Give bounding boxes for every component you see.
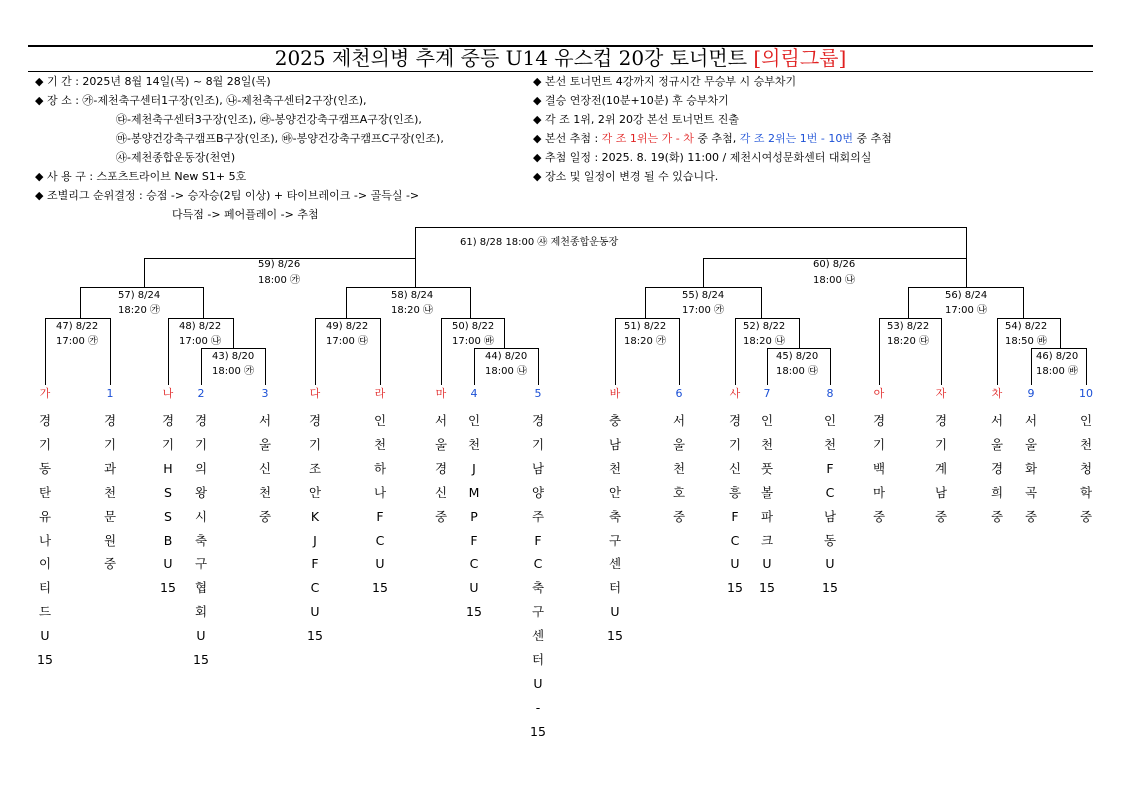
team-name-char: 천 — [608, 460, 622, 476]
team-name-char: 축 — [194, 532, 208, 548]
team-name-char: 하 — [373, 460, 387, 476]
slot-label: 마 — [435, 387, 447, 400]
match-55-date: 55) 8/24 — [682, 290, 725, 301]
match-55-time: 17:00 ㉮ — [682, 305, 724, 316]
team-name-char: 천 — [258, 484, 272, 500]
match-49-time: 17:00 ㉰ — [326, 336, 368, 347]
team-name-char: 의 — [194, 460, 208, 476]
team-name-char: 서 — [258, 413, 272, 428]
team-name-char: 경 — [434, 460, 448, 476]
team-name-char: 15 — [822, 580, 838, 596]
team-name-char: F — [534, 532, 542, 548]
info-ranking: ◆ 조별리그 순위결정 : 승점 -> 승자승(2팀 이상) + 타이브레이크 -> 골득실 -> — [35, 189, 420, 202]
slot-label: 4 — [470, 387, 478, 400]
team-name-char: K — [310, 508, 320, 524]
match-44-date: 44) 8/20 — [485, 351, 528, 362]
match-53-date: 53) 8/22 — [887, 321, 930, 332]
team-name-char: 기 — [38, 436, 52, 452]
match-46-time: 18:00 ㉳ — [1036, 366, 1078, 377]
team-name-char: 중 — [672, 508, 686, 524]
team-name-char: 천 — [467, 436, 481, 452]
team-name-char: S — [164, 484, 172, 500]
slot-label: 바 — [609, 387, 621, 400]
slot-label: 라 — [374, 387, 386, 400]
team-name-char: 천 — [672, 460, 686, 476]
team-name-char: U — [533, 675, 543, 691]
team-name-char: 15 — [160, 580, 176, 596]
slot-label: 가 — [39, 387, 51, 400]
team-name-char: H — [163, 460, 173, 476]
team-name-char: 센 — [608, 556, 622, 572]
page-title: 2025 제천의병 추계 중등 U14 유스컵 20강 토너먼트 [의림그룹] — [274, 46, 847, 70]
info-period: ◆ 기 간 : 2025년 8월 14일(목) ~ 8월 28일(목) — [35, 75, 271, 88]
info-draw-schedule: ◆ 추첨 일정 : 2025. 8. 19(화) 11:00 / 제천시여성문화센터 대회의실 — [533, 151, 872, 164]
team-name-char: P — [470, 508, 478, 524]
team-name-char: 백 — [872, 460, 886, 476]
team-name-char: F — [826, 460, 834, 476]
team-name-char: 울 — [990, 436, 1004, 452]
team-name-char: C — [825, 484, 835, 500]
slot-label: 8 — [826, 387, 834, 400]
team-name — [664, 409, 694, 529]
team-name — [982, 409, 1012, 529]
info-venue-4: ㉴-제천종합운동장(천연) — [116, 151, 236, 164]
team-name-char: 경 — [728, 413, 742, 428]
team-name-char: U — [310, 604, 320, 620]
team-name-char: 15 — [607, 628, 623, 644]
team-name-char: 곡 — [1024, 484, 1038, 500]
info-venue: ◆ 장 소 : ㉮-제천축구센터1구장(인조), ㉯-제천축구센터2구장(인조), — [35, 94, 367, 107]
team-name-char: 서 — [1024, 413, 1038, 428]
team-name-char: 천 — [760, 436, 774, 452]
team-name-char: 계 — [934, 460, 948, 476]
team-name-char: 경 — [934, 413, 948, 428]
match-58-date: 58) 8/24 — [391, 290, 434, 301]
team-name-char: 기 — [872, 436, 886, 452]
match-45-date: 45) 8/20 — [776, 351, 819, 362]
team-name-char: 남 — [823, 508, 837, 524]
team-name-char: 천 — [1079, 436, 1093, 452]
info-advance-rule: ◆ 각 조 1위, 2위 20강 본선 토너먼트 진출 — [533, 113, 740, 126]
team-name-char: 경 — [161, 413, 175, 428]
team-name-char: M — [468, 484, 480, 500]
group-label: [의림그룹] — [753, 46, 847, 70]
team-name-char: U — [40, 628, 50, 644]
team-name-char: 티 — [38, 580, 52, 596]
team-name-char: F — [470, 532, 478, 548]
team-name-char: 중 — [434, 508, 448, 524]
team-name-char: 학 — [1079, 484, 1093, 500]
team-name — [300, 409, 330, 648]
team-name-char: 중 — [103, 556, 117, 572]
slot-label: 5 — [534, 387, 542, 400]
slot-label: 10 — [1079, 387, 1093, 400]
match-43-time: 18:00 ㉮ — [212, 366, 254, 377]
match-51-time: 18:20 ㉮ — [624, 336, 666, 347]
match-58-time: 18:20 ㉯ — [391, 305, 433, 316]
slot-label: 사 — [729, 387, 741, 400]
team-name-char: F — [311, 556, 319, 572]
slot-label: 9 — [1027, 387, 1035, 400]
team-name-char: 서 — [672, 413, 686, 428]
match-49-date: 49) 8/22 — [326, 321, 369, 332]
team-name-char: 15 — [466, 604, 482, 620]
team-name-char: 파 — [760, 508, 774, 524]
match-61: 61) 8/28 18:00 ㉴ 제천종합운동장 — [460, 237, 619, 248]
team-name-char: 인 — [760, 413, 774, 428]
match-51-date: 51) 8/22 — [624, 321, 667, 332]
slot-label: 다 — [309, 387, 321, 400]
team-name-char: F — [731, 508, 739, 524]
slot-label: 6 — [675, 387, 683, 400]
team-name — [250, 409, 280, 529]
team-name — [752, 409, 782, 600]
team-name-char: 경 — [531, 413, 545, 428]
match-53-time: 18:20 ㉰ — [887, 336, 929, 347]
team-name-char: 중 — [934, 508, 948, 524]
team-name-char: 이 — [38, 556, 52, 572]
team-name — [365, 409, 395, 600]
team-name-char: 충 — [608, 413, 622, 428]
team-name — [186, 409, 216, 672]
team-name-char: 남 — [608, 436, 622, 452]
team-name-char: 15 — [759, 580, 775, 596]
team-name-char: 15 — [727, 580, 743, 596]
team-name-char: 협 — [194, 580, 208, 596]
team-name-char: 중 — [258, 508, 272, 524]
info-venue-3: ㉲-봉양건강축구캠프B구장(인조), ㉳-봉양건강축구캠프C구장(인조), — [116, 132, 444, 145]
slot-label: 차 — [991, 387, 1003, 400]
match-59-date: 59) 8/26 — [258, 259, 301, 270]
team-name-char: 인 — [1079, 413, 1093, 428]
slot-label: 2 — [197, 387, 205, 400]
team-name-char: C — [310, 580, 320, 596]
team-name-char: U — [163, 556, 173, 572]
slot-label: 7 — [763, 387, 771, 400]
team-name-char: - — [535, 699, 541, 715]
team-name-char: 울 — [434, 436, 448, 452]
team-name-char: 남 — [934, 484, 948, 500]
match-50-date: 50) 8/22 — [452, 321, 495, 332]
team-name-char: 기 — [934, 436, 948, 452]
match-60-date: 60) 8/26 — [813, 259, 856, 270]
team-name-char: 신 — [434, 484, 448, 500]
team-name-char: 인 — [823, 413, 837, 428]
team-name-char: 중 — [872, 508, 886, 524]
team-name — [600, 409, 630, 648]
team-name-char: 축 — [608, 508, 622, 524]
team-name — [30, 409, 60, 672]
team-name-char: 양 — [531, 484, 545, 500]
team-name-char: 기 — [161, 436, 175, 452]
match-50-time: 17:00 ㉳ — [452, 336, 494, 347]
team-name-char: 인 — [373, 413, 387, 428]
team-name-char: U — [825, 556, 835, 572]
match-59-time: 18:00 ㉮ — [258, 275, 300, 286]
team-name-char: 천 — [823, 436, 837, 452]
team-name-char: 신 — [728, 460, 742, 476]
team-name — [1071, 409, 1101, 529]
team-name-char: 유 — [38, 508, 52, 524]
team-name-char: 조 — [308, 460, 322, 476]
team-name-char: 동 — [38, 460, 52, 476]
match-45-time: 18:00 ㉰ — [776, 366, 818, 377]
match-44-time: 18:00 ㉯ — [485, 366, 527, 377]
team-name-char: 크 — [760, 532, 774, 548]
team-name — [864, 409, 894, 529]
team-name-char: 중 — [990, 508, 1004, 524]
team-name-char: J — [472, 460, 476, 476]
team-name-char: 구 — [531, 604, 545, 620]
team-name-char: 기 — [194, 436, 208, 452]
team-name-char: 중 — [1024, 508, 1038, 524]
team-name-char: 15 — [37, 652, 53, 668]
team-name-char: 왕 — [194, 484, 208, 500]
team-name-char: C — [533, 556, 543, 572]
team-name-char: 동 — [823, 532, 837, 548]
match-46-date: 46) 8/20 — [1036, 351, 1079, 362]
team-name-char: J — [313, 532, 317, 548]
team-name-char: 기 — [103, 436, 117, 452]
team-name-char: 15 — [372, 580, 388, 596]
team-name-char: 안 — [608, 484, 622, 500]
match-57-time: 18:20 ㉮ — [118, 305, 160, 316]
team-name-char: 중 — [1079, 508, 1093, 524]
team-name-char: 경 — [308, 413, 322, 428]
team-name-char: 경 — [990, 460, 1004, 476]
team-name-char: 축 — [531, 580, 545, 596]
team-name-char: 기 — [308, 436, 322, 452]
match-56-time: 17:00 ㉯ — [945, 305, 987, 316]
team-name-char: 구 — [194, 556, 208, 572]
team-name-char: 서 — [990, 413, 1004, 428]
match-52-time: 18:20 ㉯ — [743, 336, 785, 347]
team-name-char: S — [164, 508, 172, 524]
match-54-time: 18:50 ㉳ — [1005, 336, 1047, 347]
team-name — [459, 409, 489, 624]
info-pk-rule: ◆ 본선 토너먼트 4강까지 정규시간 무승부 시 승부차기 — [533, 75, 797, 88]
match-47-time: 17:00 ㉮ — [56, 336, 98, 347]
match-60-time: 18:00 ㉯ — [813, 275, 855, 286]
team-name-char: 천 — [373, 436, 387, 452]
team-name-char: 구 — [608, 532, 622, 548]
team-name — [426, 409, 456, 529]
team-name-char: 회 — [194, 604, 208, 620]
team-name-char: 15 — [193, 652, 209, 668]
team-name — [1016, 409, 1046, 529]
team-name-char: 경 — [38, 413, 52, 428]
team-name-char: C — [730, 532, 740, 548]
team-name-char: 안 — [308, 484, 322, 500]
match-52-date: 52) 8/22 — [743, 321, 786, 332]
info-venue-2: ㉰-제천축구센터3구장(인조), ㉱-봉양건강축구캠프A구장(인조), — [116, 113, 422, 126]
team-name — [720, 409, 750, 600]
team-name-char: 탄 — [38, 484, 52, 500]
team-name-char: 호 — [672, 484, 686, 500]
team-name-char: 터 — [531, 652, 545, 668]
slot-label: 3 — [261, 387, 269, 400]
match-54-date: 54) 8/22 — [1005, 321, 1048, 332]
team-name-char: 과 — [103, 460, 117, 476]
team-name — [523, 409, 553, 744]
team-name-char: 마 — [872, 484, 886, 500]
team-name-char: 원 — [103, 532, 117, 548]
team-name-char: C — [469, 556, 479, 572]
match-56-date: 56) 8/24 — [945, 290, 988, 301]
team-name-char: 신 — [258, 460, 272, 476]
info-draw: ◆ 본선 추첨 : 각 조 1위는 가 - 차 중 추첨, 각 조 2위는 1번 - 10번 중 추첨 — [533, 132, 892, 145]
team-name-char: 시 — [194, 508, 208, 524]
info-change-notice: ◆ 장소 및 일정이 변경 될 수 있습니다. — [533, 170, 719, 183]
team-name-char: U — [730, 556, 740, 572]
team-name-char: U — [762, 556, 772, 572]
match-43-date: 43) 8/20 — [212, 351, 255, 362]
team-name-char: 서 — [434, 413, 448, 428]
slot-label: 나 — [162, 387, 174, 400]
team-name-char: 나 — [38, 532, 52, 548]
team-name-char: F — [376, 508, 384, 524]
team-name-char: 울 — [672, 436, 686, 452]
team-name — [926, 409, 956, 529]
team-name-char: 15 — [307, 628, 323, 644]
match-57-date: 57) 8/24 — [118, 290, 161, 301]
team-name-char: 경 — [103, 413, 117, 428]
team-name-char: 울 — [1024, 436, 1038, 452]
team-name-char: 기 — [531, 436, 545, 452]
team-name-char: 풋 — [760, 460, 774, 476]
team-name-char: 드 — [38, 604, 52, 620]
team-name-char: 울 — [258, 436, 272, 452]
slot-label: 아 — [873, 387, 885, 400]
team-name-char: 화 — [1024, 460, 1038, 476]
match-48-time: 17:00 ㉯ — [179, 336, 221, 347]
team-name — [153, 409, 183, 600]
team-name-char: U — [610, 604, 620, 620]
team-name-char: 희 — [990, 484, 1004, 500]
team-name-char: 흥 — [728, 484, 742, 500]
match-48-date: 48) 8/22 — [179, 321, 222, 332]
team-name-char: 기 — [728, 436, 742, 452]
team-name-char: 센 — [531, 628, 545, 644]
team-name-char: 남 — [531, 460, 545, 476]
team-name-char: U — [196, 628, 206, 644]
team-name-char: 경 — [194, 413, 208, 428]
slot-label: 1 — [106, 387, 114, 400]
info-ranking-2: 다득점 -> 페어플레이 -> 추첨 — [172, 208, 319, 221]
info-final-rule: ◆ 결승 연장전(10분+10분) 후 승부차기 — [533, 94, 729, 107]
team-name — [95, 409, 125, 576]
team-name-char: U — [469, 580, 479, 596]
match-47-date: 47) 8/22 — [56, 321, 99, 332]
team-name-char: 15 — [530, 723, 546, 739]
team-name — [815, 409, 845, 600]
team-name-char: 터 — [608, 580, 622, 596]
team-name-char: B — [163, 532, 173, 548]
team-name-char: 인 — [467, 413, 481, 428]
team-name-char: U — [375, 556, 385, 572]
info-ball: ◆ 사 용 구 : 스포츠트라이브 New S1+ 5호 — [35, 170, 247, 183]
team-name-char: 나 — [373, 484, 387, 500]
team-name-char: 청 — [1079, 460, 1093, 476]
team-name-char: 주 — [531, 508, 545, 524]
team-name-char: 문 — [103, 508, 117, 524]
team-name-char: C — [375, 532, 385, 548]
team-name-char: 천 — [103, 484, 117, 500]
team-name-char: 볼 — [760, 484, 774, 500]
team-name-char: 경 — [872, 413, 886, 428]
slot-label: 자 — [935, 387, 947, 400]
